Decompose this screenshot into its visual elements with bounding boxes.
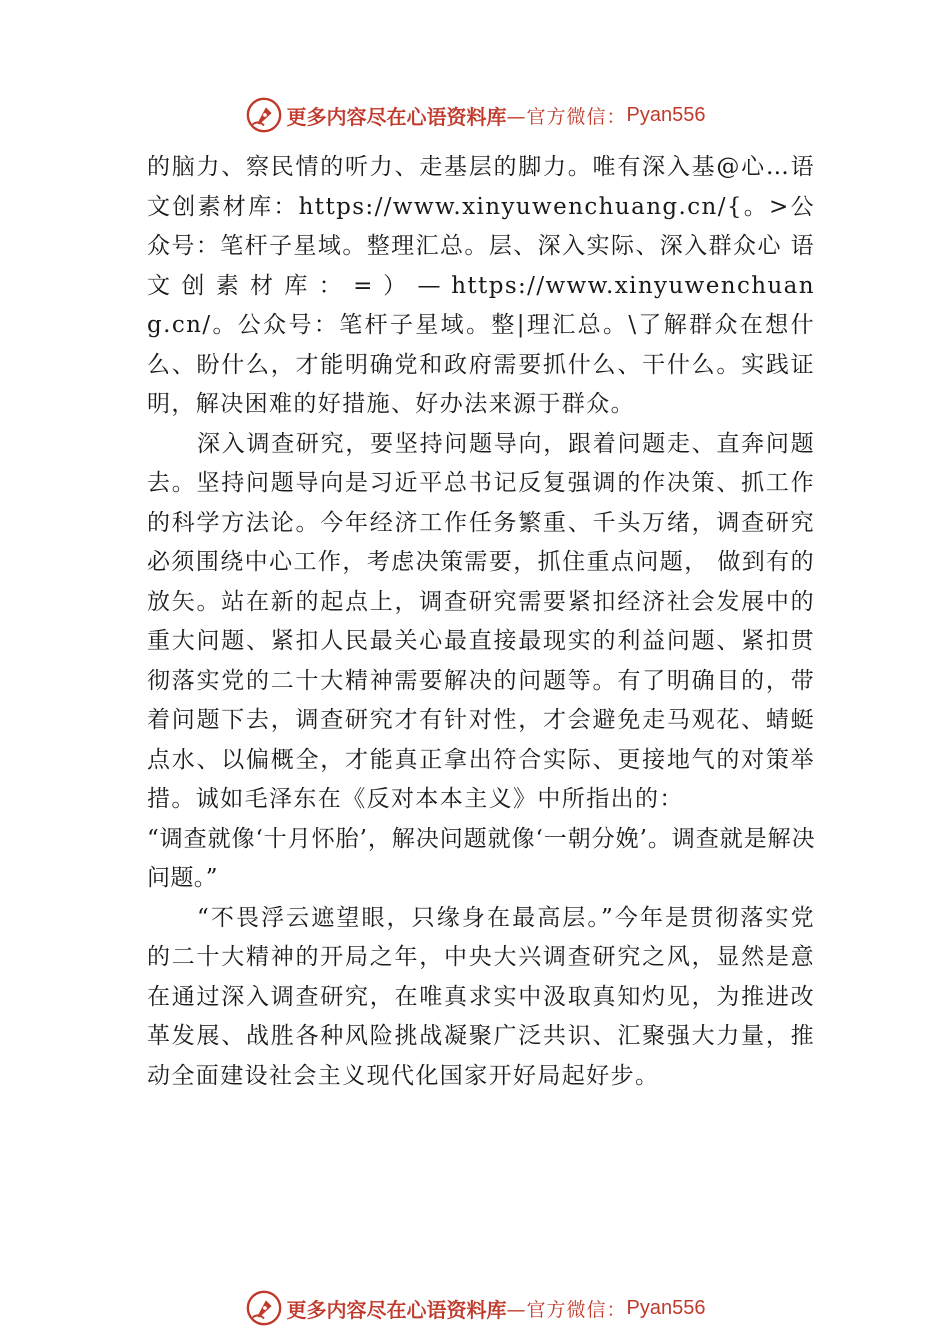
- footer-banner-title: 更多内容尽在心语资料库: [286, 1297, 507, 1322]
- paragraph-2: 深入调查研究，要坚持问题导向，跟着问题走、直奔问题去。坚持问题导向是习近平总书记反复强调的作决策、抓工作的科学方法论。今年经济工作任务繁重、千头万绪，调查研究必须围绕中心工作，考虑决策需要，抓住重点问题， 做到有的放矢。站在新的起点上，调查研究需要紧扣经济社会发展中的重大问题、紧扣人民最关心最直接最现实的利益问题、紧扣贯彻落实党的二十大精神需要解决的问题等。有了明确目的，带着问题下去，调查研究才有针对性，才会避免走马观花、蜻蜓点水、以偏概全，才能真正拿出符合实际、更接地气的对策举措。诚如毛泽东在《反对本本主义》中所指出的：: [147, 430, 815, 812]
- paragraph-3: “调查就像‘十月怀胎’，解决问题就像‘一朝分娩’。调查就是解决问题。”: [147, 825, 815, 891]
- document-body: [147, 148, 815, 1096]
- footer-banner: [0, 1288, 950, 1328]
- footer-banner-wechat-id: Pyan556: [626, 1296, 706, 1319]
- banner-subtitle: —官方微信：: [506, 105, 627, 128]
- paragraph-1: 的脑力、察民情的听力、走基层的脚力。唯有深入基@心…语文创素材库：https://www.xinyuwenchuang.cn/{。>公众号：笔杆子星域。整理汇总。层、深入实际、深入群众心 语 文 创 素 材 库 ： = ） — https://www.xinyuwenchuang.cn/。公众号：笔杆子星域。整|理汇总。\了解群众在想什么、盼什么，才能明确党和政府需要抓什么、干什么。实践证明，解决困难的好措施、好办法来源于群众。: [147, 154, 815, 417]
- pen-nib-logo-icon: [245, 96, 283, 134]
- pen-nib-logo-icon: [245, 1289, 283, 1327]
- header-banner: [0, 95, 950, 135]
- footer-banner-subtitle: —官方微信：: [506, 1298, 627, 1321]
- banner-wechat-id: Pyan556: [626, 103, 706, 126]
- banner-title: 更多内容尽在心语资料库: [286, 104, 507, 129]
- paragraph-4: “不畏浮云遮望眼，只缘身在最高层。”今年是贯彻落实党的二十大精神的开局之年，中央大兴调查研究之风，显然是意在通过深入调查研究，在唯真求实中汲取真知灼见，为推进改革发展、战胜各种风险挑战凝聚广泛共识、汇聚强大力量，推动全面建设社会主义现代化国家开好局起好步。: [147, 904, 815, 1089]
